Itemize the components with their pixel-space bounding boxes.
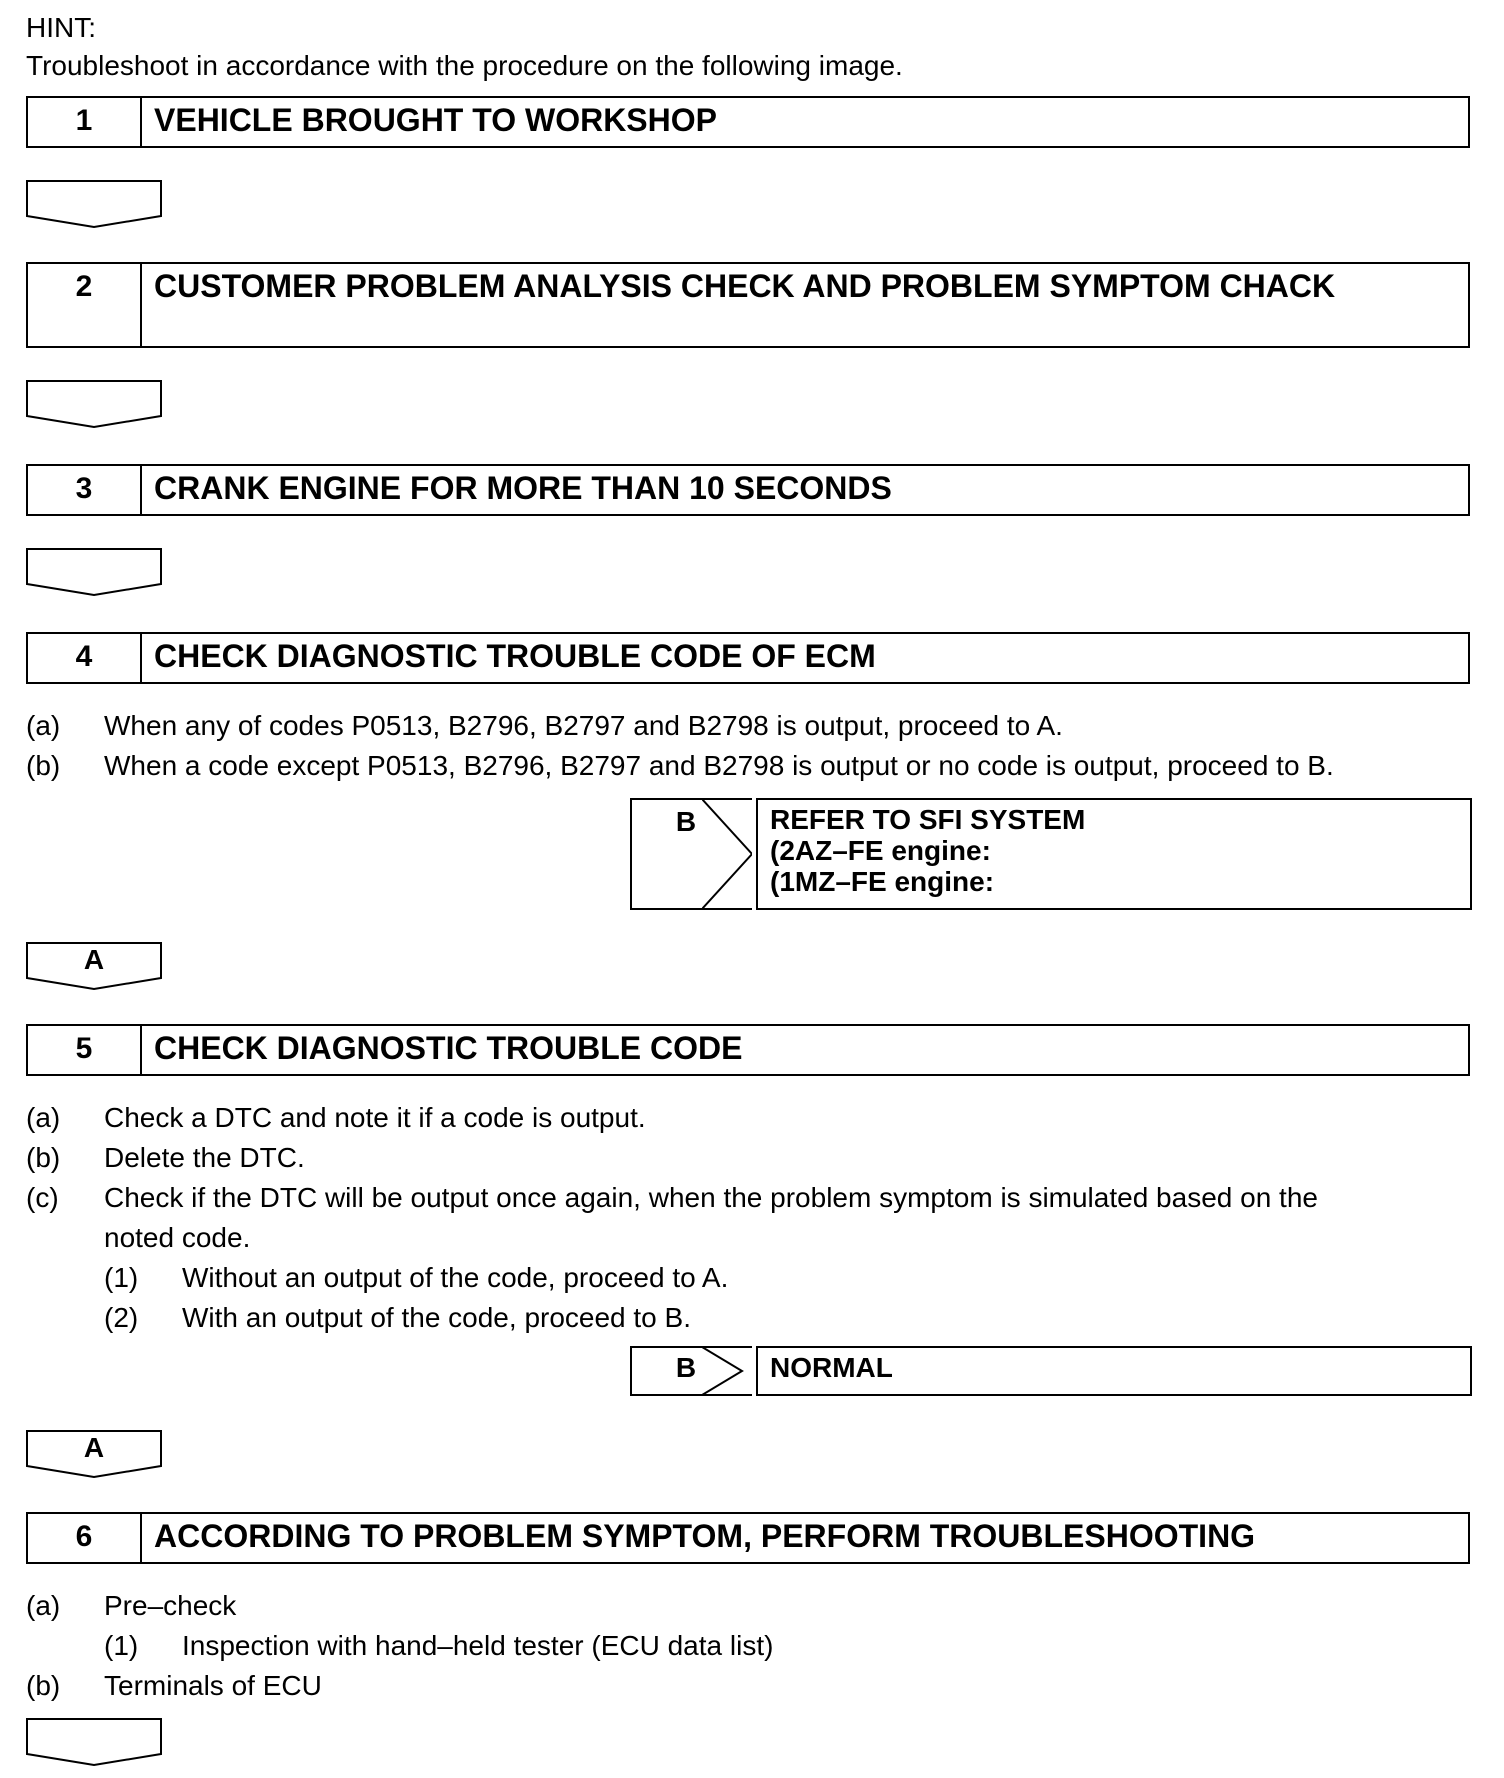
- arrow-label: A: [83, 944, 105, 975]
- branch-label: B: [675, 1352, 697, 1383]
- list-marker: (b): [26, 750, 61, 781]
- step-title: CHECK DIAGNOSTIC TROUBLE CODE OF ECM: [154, 638, 876, 674]
- step-5: [26, 1024, 1470, 1076]
- step-title: CUSTOMER PROBLEM ANALYSIS CHECK AND PROBLEM SYMPTOM CHACK: [154, 268, 1336, 304]
- step-number: 1: [28, 98, 142, 146]
- list-marker: (b): [26, 1142, 61, 1173]
- list-marker: (a): [26, 710, 61, 741]
- list-text: Delete the DTC.: [104, 1142, 305, 1173]
- branch-b-indicator: [630, 1346, 752, 1396]
- branch-b-indicator: [630, 798, 752, 910]
- branch-result-sfi: [756, 798, 1472, 910]
- list-marker: (c): [26, 1182, 59, 1213]
- result-line: (2AZ–FE engine:: [770, 835, 991, 866]
- step-title: CRANK ENGINE FOR MORE THAN 10 SECONDS: [154, 470, 892, 506]
- list-text: Without an output of the code, proceed to A.: [182, 1262, 729, 1293]
- hint-text: Troubleshoot in accordance with the procedure on the following image.: [26, 50, 903, 81]
- list-marker: (b): [26, 1670, 61, 1701]
- step-number: 4: [28, 634, 142, 682]
- list-text: When a code except P0513, B2796, B2797 and B2798 is output or no code is output, proceed to B.: [104, 750, 1334, 781]
- list-text: Inspection with hand–held tester (ECU data list): [182, 1630, 774, 1661]
- list-marker: (a): [26, 1590, 61, 1621]
- result-line: (1MZ–FE engine:: [770, 866, 995, 897]
- flow-arrow-5: [26, 1430, 162, 1478]
- step-title: ACCORDING TO PROBLEM SYMPTOM, PERFORM TROUBLESHOOTING: [154, 1518, 1256, 1554]
- flow-arrow-3: [26, 548, 162, 596]
- step-6: [26, 1512, 1470, 1564]
- step-4: [26, 632, 1470, 684]
- list-marker: (1): [104, 1630, 139, 1661]
- list-text: Check a DTC and note it if a code is output.: [104, 1102, 646, 1133]
- flow-arrow-icon: [26, 180, 162, 228]
- list-marker: (a): [26, 1102, 61, 1133]
- flow-arrow-4: [26, 942, 162, 990]
- branch-label: B: [675, 806, 697, 837]
- chevron-right-icon: [702, 798, 752, 910]
- list-text: When any of codes P0513, B2796, B2797 and B2798 is output, proceed to A.: [104, 710, 1063, 741]
- step-3: [26, 464, 1470, 516]
- list-text: Pre–check: [104, 1590, 237, 1621]
- list-marker: (2): [104, 1302, 139, 1333]
- step-number: 6: [28, 1514, 142, 1562]
- step-number: 5: [28, 1026, 142, 1074]
- flow-arrow-icon: [26, 548, 162, 596]
- step-2: [26, 262, 1470, 348]
- arrow-label: A: [83, 1432, 105, 1463]
- result-line: NORMAL: [770, 1352, 893, 1383]
- list-text: noted code.: [104, 1222, 251, 1253]
- chevron-right-icon: [702, 1346, 752, 1396]
- step-title: CHECK DIAGNOSTIC TROUBLE CODE: [154, 1030, 743, 1066]
- flow-arrow-1: [26, 180, 162, 228]
- flow-arrow-icon: [26, 1718, 162, 1766]
- flow-arrow-icon: [26, 380, 162, 428]
- step-title: VEHICLE BROUGHT TO WORKSHOP: [154, 102, 717, 138]
- list-text: With an output of the code, proceed to B.: [182, 1302, 691, 1333]
- step-number: 3: [28, 466, 142, 514]
- result-line: REFER TO SFI SYSTEM: [770, 804, 1086, 835]
- flow-arrow-6: [26, 1718, 162, 1766]
- list-marker: (1): [104, 1262, 139, 1293]
- flow-arrow-2: [26, 380, 162, 428]
- step-1: [26, 96, 1470, 148]
- step-number: 2: [28, 264, 142, 346]
- list-text: Check if the DTC will be output once again, when the problem symptom is simulated based on the: [104, 1182, 1318, 1213]
- branch-result-normal: [756, 1346, 1472, 1396]
- list-text: Terminals of ECU: [104, 1670, 322, 1701]
- hint-label: HINT:: [26, 12, 96, 43]
